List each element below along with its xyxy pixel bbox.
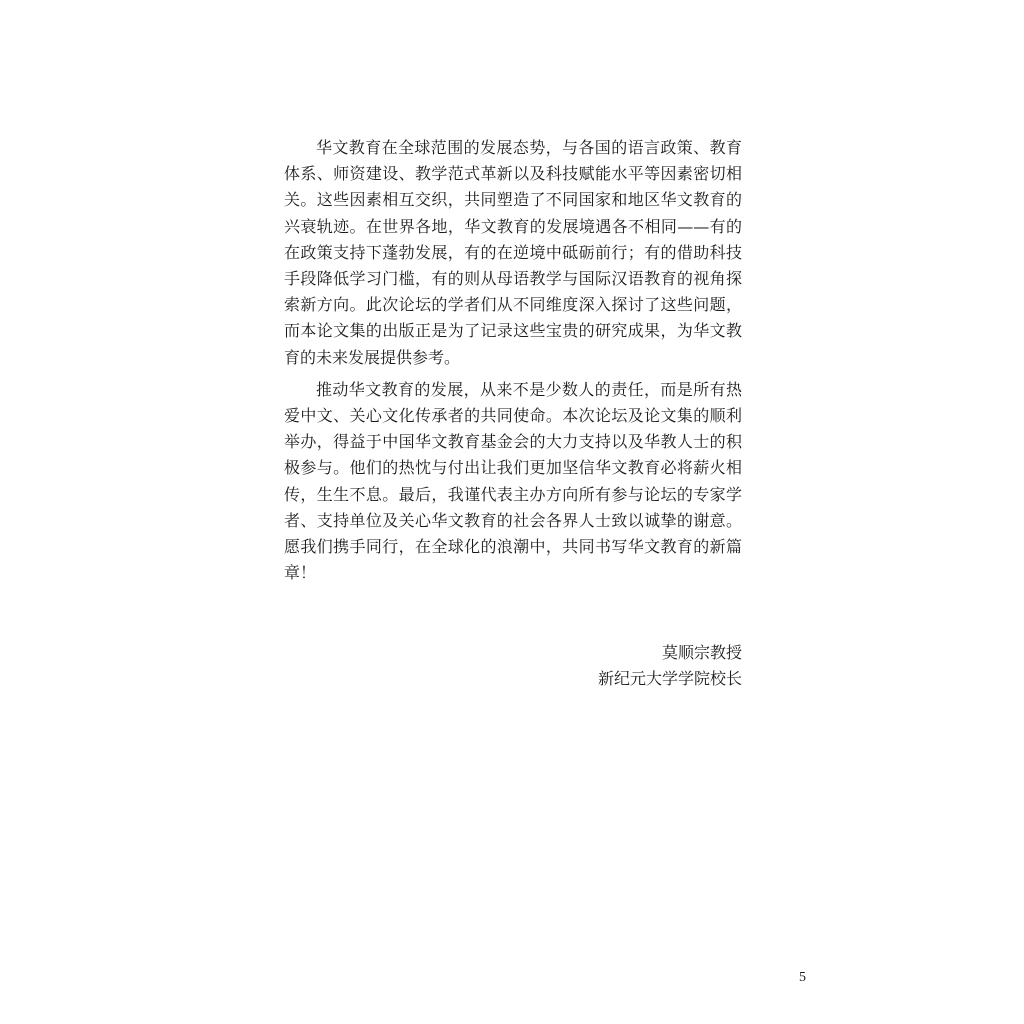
signature-block bbox=[598, 640, 742, 692]
signature-title: 新纪元大学学院校长 bbox=[597, 669, 742, 688]
paragraph-1: 华文教育在全球范围的发展态势，与各国的语言政策、教育体系、师资建设、教学范式革新以及科技赋能水平等因素密切相关。这些因素相互交织，共同塑造了不同国家和地区华文教育的兴衰轨迹。在世界各地，华文教育的发展境遇各不相同——有的在政策支持下蓬勃发展，有的在逆境中砥砺前行；有的借助科技手段降低学习门槛，有的则从母语教学与国际汉语教育的视角探索新方向。此次论坛的学者们从不同维度深入探讨了这些问题，而本论文集的出版正是为了记录这些宝贵的研究成果，为华文教育的未来发展提供参考。 bbox=[284, 138, 742, 367]
signature-name: 莫顺宗教授 bbox=[661, 643, 742, 662]
body-text bbox=[284, 135, 742, 586]
paragraph-2: 推动华文教育的发展，从来不是少数人的责任，而是所有热爱中文、关心文化传承者的共同使命。本次论坛及论文集的顺利举办，得益于中国华文教育基金会的大力支持以及华教人士的积极参与。他们的热忱与付出让我们更加坚信华文教育必将薪火相传，生生不息。最后，我谨代表主办方向所有参与论坛的专家学者、支持单位及关心华文教育的社会各界人士致以诚挚的谢意。愿我们携手同行，在全球化的浪潮中，共同书写华文教育的新篇章！ bbox=[284, 379, 742, 583]
page-number: 5 bbox=[799, 970, 806, 985]
